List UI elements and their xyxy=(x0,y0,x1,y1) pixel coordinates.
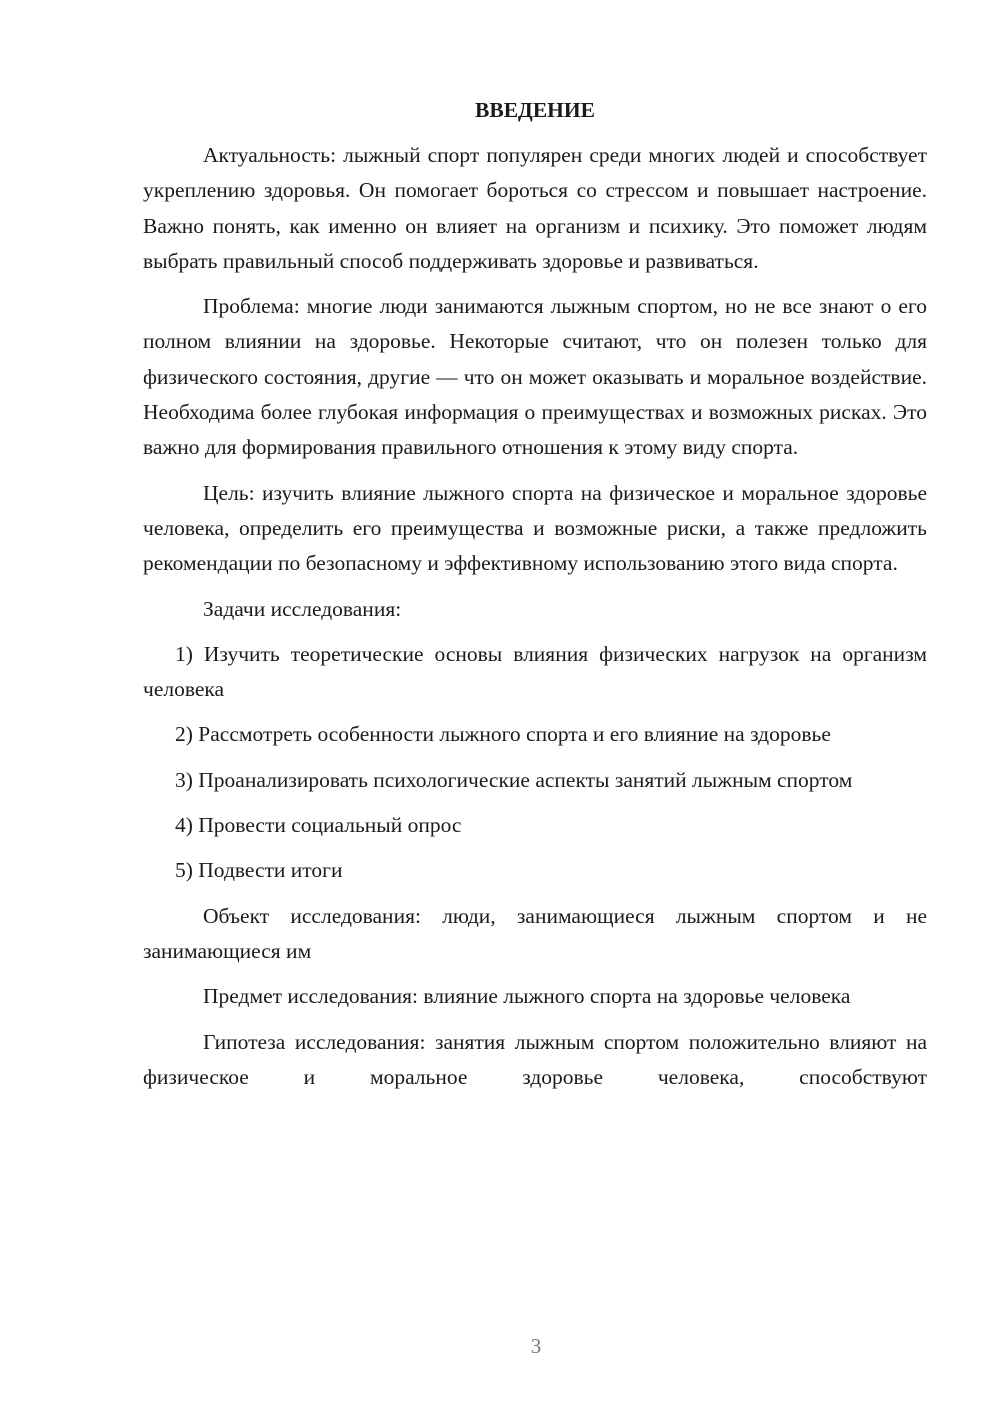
paragraph-object: Объект исследования: люди, занимающиеся лыжным спортом и не занимающиеся им xyxy=(143,903,927,963)
document-body xyxy=(143,92,927,1105)
paragraph-subject: Предмет исследования: влияние лыжного спорта на здоровье человека xyxy=(203,984,851,1009)
section-title: ВВЕДЕНИЕ xyxy=(475,98,595,122)
task-item-2: 2) Рассмотреть особенности лыжного спорта и его влияние на здоровье xyxy=(175,722,831,747)
paragraph-relevance: Актуальность: лыжный спорт популярен среди многих людей и способствует укреплению здоровья. Он помогает бороться со стрессом и повышает настроение. Важно понять, как именно он влияет на организм и психику. Это поможет людям выбрать правильный способ поддерживать здоровье и развиваться. xyxy=(143,143,927,273)
task-item-5: 5) Подвести итоги xyxy=(175,858,343,883)
paragraph-hypothesis: Гипотеза исследования: занятия лыжным спортом положительно влияют на физическое и моральное здоровье человека, способствуют xyxy=(143,1029,927,1089)
task-item-3: 3) Проанализировать психологические аспекты занятий лыжным спортом xyxy=(175,767,853,792)
page-number: 3 xyxy=(530,1334,542,1358)
paragraph-problem: Проблема: многие люди занимаются лыжным спортом, но не все знают о его полном влиянии на здоровье. Некоторые считают, что он полезен только для физического состояния, другие — что он может оказывать и моральное воздействие. Необходима более глубокая информация о преимуществах и возможных рисках. Это важно для формирования правильного отношения к этому виду спорта. xyxy=(143,294,927,460)
task-item-1: 1) Изучить теоретические основы влияния физических нагрузок на организм человека xyxy=(143,641,927,702)
paragraph-goal: Цель: изучить влияние лыжного спорта на физическое и моральное здоровье человека, определить его преимущества и возможные риски, а также предложить рекомендации по безопасному и эффективному использованию этого вида спорта. xyxy=(143,480,927,576)
paragraph-tasks-heading: Задачи исследования: xyxy=(203,596,402,621)
task-item-4: 4) Провести социальный опрос xyxy=(175,813,462,838)
